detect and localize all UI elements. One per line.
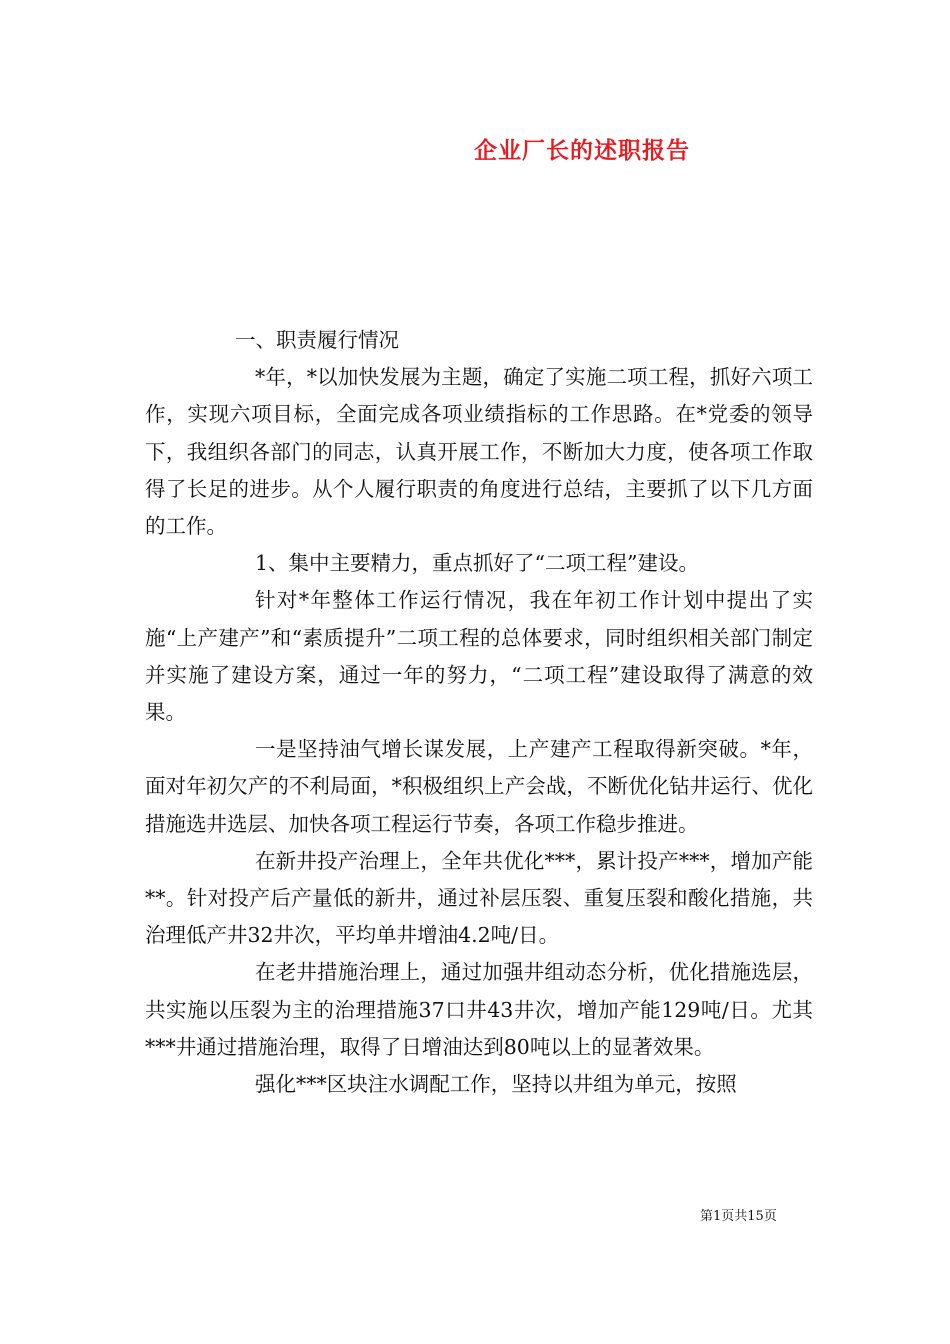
section-heading: 一、职责履行情况 bbox=[235, 328, 399, 352]
document-body bbox=[145, 322, 813, 1103]
page-number: 第1页共15页 bbox=[700, 1209, 777, 1224]
paragraph: 强化***区块注水调配工作，坚持以井组为单元，按照 bbox=[255, 1072, 737, 1097]
paragraph: 在老井措施治理上，通过加强井组动态分析，优化措施选层，共实施以压裂为主的治理措施37口井43井次，增加产能129吨/日。尤其***井通过措施治理，取得了日增油达到80吨以上的显著效果。 bbox=[145, 960, 813, 1059]
paragraph: *年，*以加快发展为主题，确定了实施二项工程，抓好六项工作，实现六项目标，全面完成各项业绩指标的工作思路。在*党委的领导下，我组织各部门的同志，认真开展工作，不断加大力度，使各项工作取得了长足的进步。从个人履行职责的角度进行总结，主要抓了以下几方面的工作。 bbox=[145, 365, 813, 539]
paragraph: 在新井投产治理上，全年共优化***，累计投产***，增加产能**。针对投产后产量低的新井，通过补层压裂、重复压裂和酸化措施，共治理低产井32井次，平均单井增油4.2吨/日。 bbox=[145, 848, 813, 948]
subsection-heading: 1、集中主要精力，重点抓好了“二项工程”建设。 bbox=[255, 551, 700, 576]
paragraph: 针对*年整体工作运行情况，我在年初工作计划中提出了实施“上产建产”和“素质提升”二项工程的总体要求，同时组织相关部门制定并实施了建设方案，通过一年的努力，“二项工程”建设取得了满意的效果。 bbox=[145, 588, 813, 725]
document-title: 企业厂长的述职报告 bbox=[474, 137, 690, 164]
paragraph: 一是坚持油气增长谋发展，上产建产工程取得新突破。*年，面对年初欠产的不利局面，*积极组织上产会战，不断优化钻井运行、优化措施选井选层、加快各项工程运行节奏，各项工作稳步推进。 bbox=[145, 737, 813, 836]
